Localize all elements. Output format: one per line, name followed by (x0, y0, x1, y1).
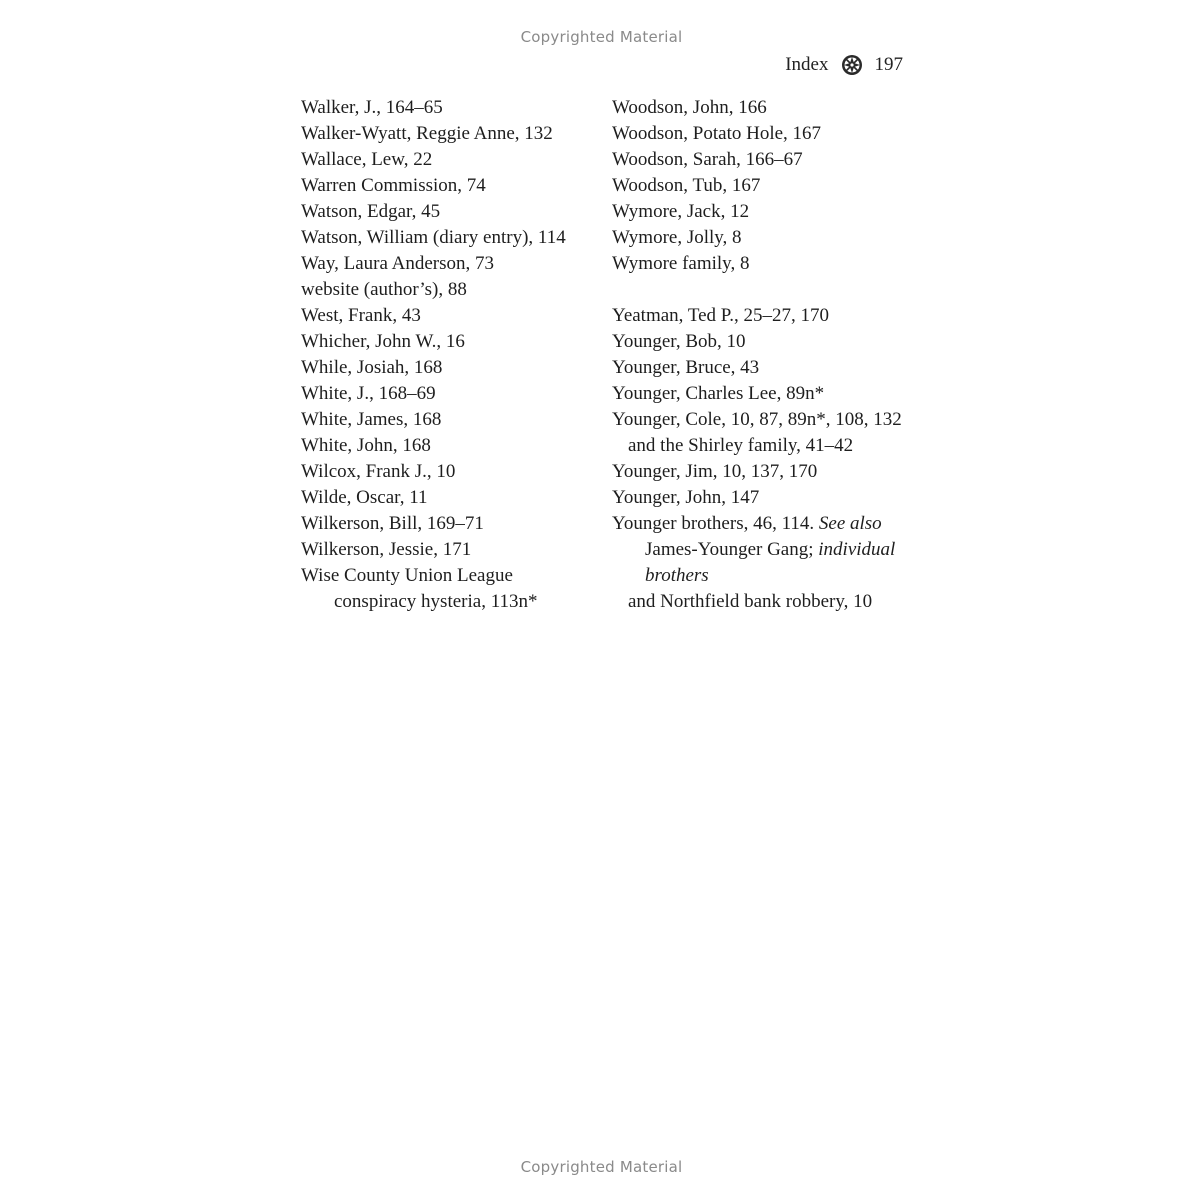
section-title: Index (785, 54, 829, 75)
index-entry: Younger, Bob, 10 (612, 331, 746, 352)
index-entry: White, J., 168–69 (301, 383, 436, 404)
index-entry-continuation: conspiracy hysteria, 113n* (334, 591, 538, 612)
index-entry: Wymore, Jack, 12 (612, 201, 750, 222)
cross-reference-italic: individual (818, 539, 896, 560)
index-entry: White, James, 168 (301, 409, 442, 430)
index-entry: Walker-Wyatt, Reggie Anne, 132 (301, 123, 553, 144)
index-entry: Younger, Bruce, 43 (612, 357, 760, 378)
index-entry: Yeatman, Ted P., 25–27, 170 (612, 305, 830, 326)
index-entry: Walker, J., 164–65 (301, 97, 443, 118)
index-entry: While, Josiah, 168 (301, 357, 443, 378)
index-entry: Whicher, John W., 16 (301, 331, 465, 352)
index-entry: Wilde, Oscar, 11 (301, 487, 428, 508)
index-entry: Woodson, Sarah, 166–67 (612, 149, 803, 170)
index-subentry: and Northfield bank robbery, 10 (628, 591, 873, 612)
index-entry: Woodson, John, 166 (612, 97, 767, 118)
index-entry-continuation (612, 537, 912, 563)
index-entry: Wymore family, 8 (612, 253, 750, 274)
index-entry: Watson, Edgar, 45 (301, 201, 441, 222)
index-entry: Wallace, Lew, 22 (301, 149, 433, 170)
running-head (785, 54, 903, 76)
index-entry: Way, Laura Anderson, 73 (301, 253, 494, 274)
index-entry: Younger, Charles Lee, 89n* (612, 383, 825, 404)
index-entry: Younger, Cole, 10, 87, 89n*, 108, 132 (612, 409, 902, 430)
index-entry: Wilcox, Frank J., 10 (301, 461, 456, 482)
index-entry-continuation (612, 563, 912, 589)
index-entry: website (author’s), 88 (301, 279, 467, 300)
cross-reference-italic: brothers (645, 565, 709, 586)
see-also-text: See also (818, 513, 882, 534)
index-entry: Woodson, Tub, 167 (612, 175, 761, 196)
index-entry: Watson, William (diary entry), 114 (301, 227, 566, 248)
copyright-watermark-top: Copyrighted Material (520, 28, 683, 46)
copyright-watermark-bottom: Copyrighted Material (520, 1158, 683, 1176)
index-entry: Wilkerson, Bill, 169–71 (301, 513, 484, 534)
entry-main-text: Younger brothers, 46, 114. (612, 513, 819, 534)
index-entry-younger-brothers (612, 511, 912, 537)
index-entry: Warren Commission, 74 (301, 175, 486, 196)
letter-group-gap (612, 277, 912, 303)
cross-flourish-icon (841, 54, 863, 76)
index-entry: Younger, Jim, 10, 137, 170 (612, 461, 818, 482)
index-entry: White, John, 168 (301, 435, 431, 456)
index-column-right (612, 95, 912, 615)
cross-reference: James-Younger Gang; (645, 539, 819, 560)
index-entry: Woodson, Potato Hole, 167 (612, 123, 822, 144)
index-column-left (301, 95, 596, 615)
index-entry: Wilkerson, Jessie, 171 (301, 539, 472, 560)
index-entry: Younger, John, 147 (612, 487, 760, 508)
index-subentry: and the Shirley family, 41–42 (628, 435, 854, 456)
page-number: 197 (874, 54, 903, 75)
index-entry: West, Frank, 43 (301, 305, 421, 326)
index-entry: Wise County Union League (301, 565, 513, 586)
index-entry: Wymore, Jolly, 8 (612, 227, 742, 248)
